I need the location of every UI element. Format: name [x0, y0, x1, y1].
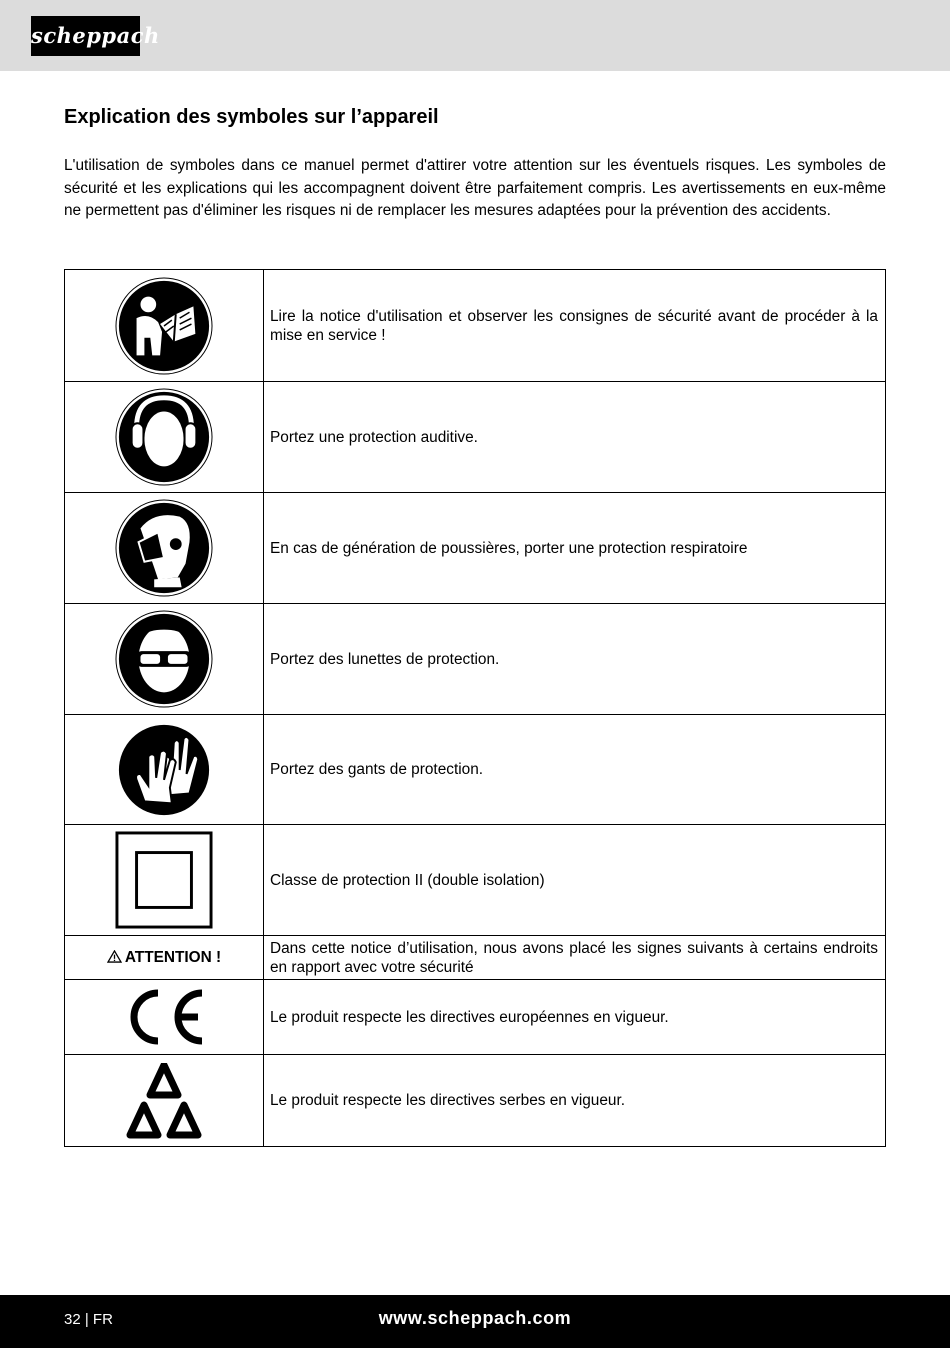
row-description: Le produit respecte les directives serbes en vigueur. [264, 1055, 886, 1147]
table-row [65, 825, 886, 936]
table-row [65, 715, 886, 825]
row-description: Portez des lunettes de protection. [264, 604, 886, 715]
intro-paragraph: L'utilisation de symboles dans ce manuel permet d'attirer votre attention sur les éventuels risques. Les symboles de sécurité et les explications qui les accompagnent doivent être parfaitement compris. Les avertissements en eux-même ne permettent pas d'éliminer les risques ni de remplacer les mesures adaptées pour la prévention des accidents. [64, 157, 886, 220]
table-row [65, 270, 886, 382]
table-row [65, 1055, 886, 1147]
row-description: Classe de protection II (double isolation) [264, 825, 886, 936]
table-row [65, 382, 886, 493]
table-row [65, 936, 886, 980]
table-row [65, 493, 886, 604]
ce-mark-icon [122, 987, 206, 1047]
warning-triangle-icon [107, 950, 122, 963]
row-description: Lire la notice d'utilisation et observer les consignes de sécurité avant de procéder à la mise en service ! [264, 270, 886, 382]
respiratory-protection-icon [115, 499, 213, 597]
page-header [0, 0, 950, 71]
class-ii-double-insulation-icon [115, 831, 213, 929]
serbian-conformity-icon [126, 1063, 202, 1139]
table-row [65, 980, 886, 1055]
page-number: 32 | FR [64, 1311, 113, 1328]
row-description: Portez une protection auditive. [264, 382, 886, 493]
table-row [65, 604, 886, 715]
scheppach-logo: scheppach [31, 16, 140, 56]
symbols-table [64, 269, 886, 1147]
protective-gloves-icon [115, 721, 213, 819]
page-title: Explication des symboles sur l’appareil [64, 106, 439, 128]
attention-label: ATTENTION ! [124, 949, 222, 966]
row-description: Portez des gants de protection. [264, 715, 886, 825]
hearing-protection-icon [115, 388, 213, 486]
page-footer [0, 1295, 950, 1348]
row-description: Le produit respecte les directives européennes en vigueur. [264, 980, 886, 1055]
row-description: En cas de génération de poussières, porter une protection respiratoire [264, 493, 886, 604]
attention-label-wrap [107, 949, 221, 966]
row-description: Dans cette notice d’utilisation, nous avons placé les signes suivants à certains endroits en rapport avec votre sécurité [264, 936, 886, 980]
read-manual-icon [115, 277, 213, 375]
safety-goggles-icon [115, 610, 213, 708]
website-link[interactable]: www.scheppach.com [378, 1308, 572, 1328]
